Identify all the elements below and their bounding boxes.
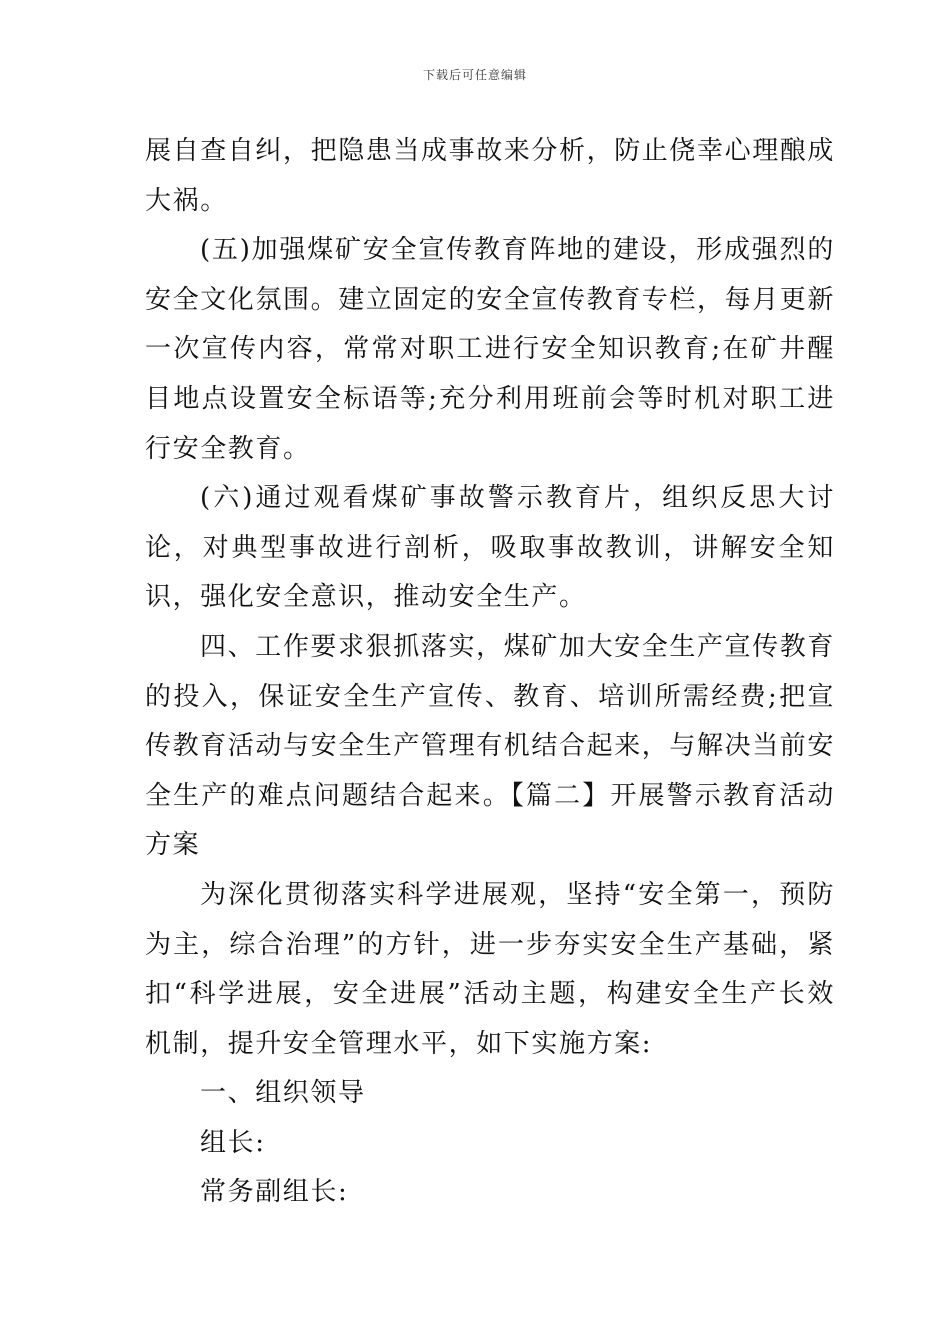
document-body bbox=[145, 127, 835, 1218]
field-executive-deputy-leader: 常务副组长: bbox=[200, 1177, 349, 1208]
paragraph-self-inspection: 展自查自纠，把隐患当成事故来分析，防止侥幸心理酿成大祸。 bbox=[145, 136, 836, 216]
field-team-leader: 组长: bbox=[200, 1127, 266, 1158]
paragraph-work-requirements: 四、工作要求狠抓落实，煤矿加大安全生产宣传教育的投入，保证安全生产宣传、教育、培训所需经费;把宣传教育活动与安全生产管理有机结合起来，与解决当前安全生产的难点问题结合起来。【篇二】开展警示教育活动方案 bbox=[145, 631, 836, 861]
paragraph-warning-films: (六)通过观看煤矿事故警示教育片，组织反思大讨论，对典型事故进行剖析，吸取事故教训，讲解安全知识，强化安全意识，推动安全生产。 bbox=[145, 483, 835, 613]
section-heading-organization: 一、组织领导 bbox=[200, 1078, 366, 1109]
paragraph-plan-intro: 为深化贯彻落实科学进展观，坚持“安全第一，预防为主，综合治理”的方针，进一步夯实安全生产基础，紧扣“科学进展，安全进展”活动主题，构建安全生产长效机制，提升安全管理水平，如下实施方案: bbox=[145, 879, 835, 1059]
paragraph-safety-publicity: (五)加强煤矿安全宣传教育阵地的建设，形成强烈的安全文化氛围。建立固定的安全宣传教育专栏，每月更新一次宣传内容，常常对职工进行安全知识教育;在矿井醒目地点设置安全标语等;充分利用班前会等时机对职工进行安全教育。 bbox=[145, 235, 836, 464]
page-header-note: 下载后可任意编辑 bbox=[422, 68, 527, 82]
